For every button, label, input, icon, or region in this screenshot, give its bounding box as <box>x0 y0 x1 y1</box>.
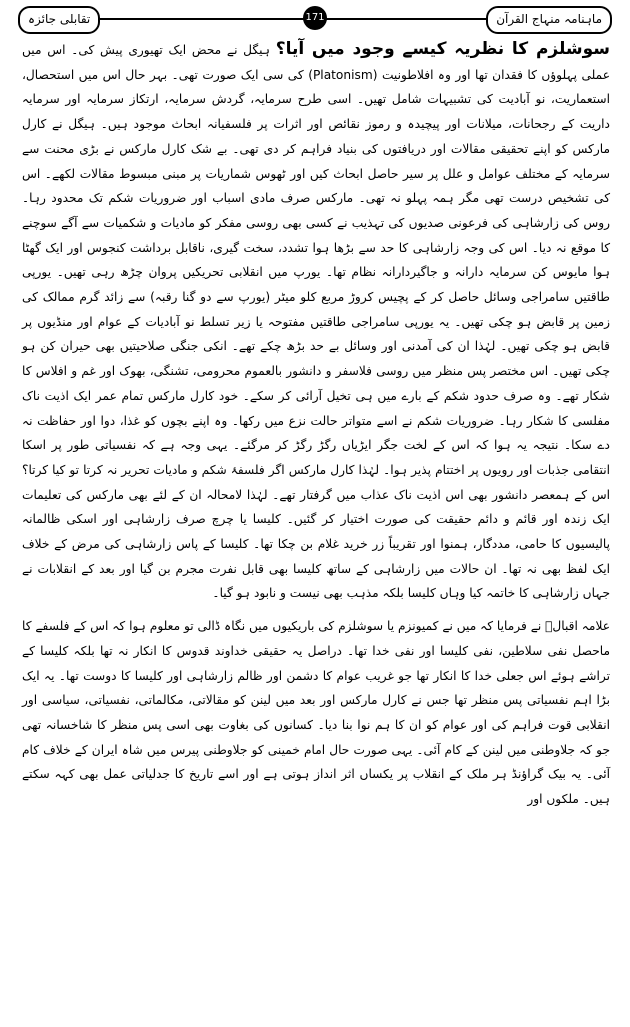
paragraph-1 <box>22 36 610 606</box>
article-heading: سوشلزم کا نظریہ کیسے وجود میں آیا؟ <box>275 39 611 59</box>
article-body <box>22 36 610 1016</box>
paragraph-2: علامہ اقبالؒ نے فرمایا کہ میں نے کمیونزم یا سوشلزم کی باریکیوں میں نگاہ ڈالی تو معلوم ہوا کہ اس کے فلسفے کا ماحصل نفی سلاطین، نفی کلیسا اور نفی خدا تھا۔ دراصل یہ حقیقی خداوند قدوس کا انکار نہ تھا بلکہ کلیسا کے تراشے ہوئے اس جعلی خدا کا انکار تھا جو غریب عوام کا دشمن اور ظالم زارشاہی اور کلیسا کا دوست تھا۔ یہ ایک بڑا اہم نفسیاتی پس منظر تھا جس نے کارل مارکس اور بعد میں لینن کو مقالاتی، مکالماتی، نفسیاتی، سیاسی اور انقلابی قوت فراہم کی اور عوام کو ان کا ہم نوا بنا دیا۔ کسانوں کی بغاوت بھی اسی پس منظر کا شاخسانہ تھی جو کہ جلاوطنی میں لینن کے کام آئی۔ یہی صورت حال امام خمینی کو جلاوطنی پیرس میں شاہ ایران کے خلاف کام آئی۔ یہ بیک گراؤنڈ ہر ملک کے انقلاب پر یکساں اثر انداز ہوتی ہے اور اسے تاریخ کا جدلیاتی عمل بھی کہہ سکتے ہیں۔ ملکوں اور <box>22 619 610 807</box>
section-title-box: تقابلی جائزہ <box>18 6 100 34</box>
page-number: 171 <box>303 6 327 30</box>
page-header <box>18 6 612 32</box>
paragraph-1-text: ہیگل نے محض ایک تھیوری پیش کی۔ اس میں عملی پہلوؤں کا فقدان تھا اور وہ افلاطونیت (Platonism) کی سی ایک صورت تھی۔ بہر حال اس میں استحصال، استعماریت، نو آبادیت کی تشبیہات شامل تھیں۔ اسی طرح سرمایہ، گردش سرمایہ، ارتکاز سرمایہ اور سرمایہ داریت کے رجحانات، میلانات اور پیچیدہ و رموز نقائص اور اثرات پر فلسفیانہ ابحاث موجود ہیں۔ ہیگل نے کارل مارکس کو اپنے تحقیقی مقالات اور دریافتوں کی بنیاد فراہم کر دی تھی۔ بے شک کارل مارکس نے بڑی محنت سے سرمایہ کے مختلف عوامل و علل پر سیر حاصل ابحاث کیں اور ٹھوس شماریات پر مبنی مبسوط مقالات لکھے۔ اس کی تشخیص درست تھی مگر ہمہ پہلو نہ تھی۔ مارکس صرف مادی اسباب اور ضروریات شکم تک محدود رہا۔ روس کی زارشاہی کی فرعونی صدیوں کی تہذیب نے کسی بھی روسی مفکر کو مادیات و شکمیات سے آگے سوچنے کا موقع نہ دیا۔ اس کی وجہ زارشاہی کا حد سے بڑھا ہوا تشدد، سخت گیری، ناقابل برداشت کنجوس اور ایک گھٹا ہوا مایوس کن سرمایہ دارانہ و جاگیردارانہ نظام تھا۔ یورپ میں انقلابی تحریکیں پروان چڑھ رہی تھیں۔ یورپی طاقتیں سامراجی وسائل حاصل کر کے پچیس کروڑ مربع کلو میٹر (یورپ سے دو گنا رقبہ) سے زائد گرم ممالک کی زمین پر قابض ہو چکی تھیں۔ یہ یورپی سامراجی طاقتیں مفتوحہ یا زیر تسلط نو آبادیات کے عوام اور منڈیوں پر قابض ہو چکی تھیں۔ لہٰذا ان کی آمدنی اور وسائل بے حد بڑھ چکے تھے۔ انکی جنگی صلاحیتیں بھی حیران کن ہو چکی تھیں۔ اس مختصر پس منظر میں روسی فلاسفر و دانشور بالعموم محرومی، تشنگی، بھوک اور غم و افلاس کا شکار تھے۔ وہ صرف حدود شکم کے بارے میں ہی تخیل آرائی کر سکے۔ خود کارل مارکس تمام عمر ایک اذیت ناک مفلسی کا شکار رہا۔ ضروریات شکم نے اسے متواتر حالت نزع میں رکھا۔ وہ اپنے بچوں کو غذا، دوا اور حفاظت نہ دے سکا۔ نتیجہ یہ ہوا کہ اس کے لخت جگر ایڑیاں رگڑ رگڑ کر مرگئے۔ یہی وجہ ہے کہ نفسیاتی طور پر اسکا انتقامی جذبات اور رویوں پر اختتام پذیر ہوا۔ لہٰذا کارل مارکس اگر فلسفۂ شکم و مادیات تحریر نہ کرتا تو کیا کرتا؟ اس کے ہمعصر دانشور بھی اس اذیت ناک عذاب میں گرفتار تھے۔ لہٰذا لامحالہ ان کے لئے بھی مارکس کی تعلیمات ایک زندہ اور قائم و دائم حقیقت کی صورت اختیار کر گئیں۔ کلیسا یا چرچ صرف زارشاہی اور اسکی ظالمانہ پالیسیوں کا حامی، مددگار، ہمنوا اور تقریباً زر خرید غلام بن چکا تھا۔ کلیسا کے پاس زارشاہی کی مرض کے خلاف ایک لفظ بھی نہ تھا۔ ان حالات میں زارشاہی کے ساتھ کلیسا بھی قابل نفرت مجرم بن گیا اور بعد کے انقلابات نے جہاں زارشاہی کا خاتمہ کیا وہاں کلیسا بلکہ مذہب بھی نیست و نابود ہو گیا۔ <box>22 43 610 601</box>
magazine-title-box: ماہنامہ منہاج القرآن <box>486 6 612 34</box>
